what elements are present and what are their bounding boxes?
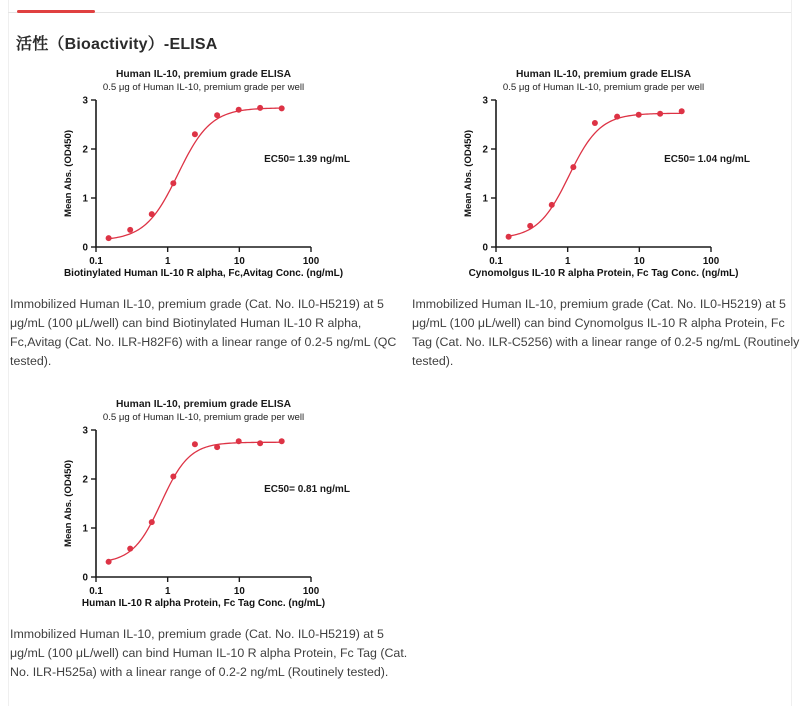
- data-point: [192, 131, 198, 137]
- data-point: [127, 227, 133, 233]
- x-tick-label: 100: [302, 586, 320, 597]
- elisa-curve-chart: [60, 392, 380, 622]
- chart-caption-3: Immobilized Human IL-10, premium grade (Cat. No. IL0-H5219) at 5 μg/mL (100 μL/well) can bind Human IL-10 R alpha Protein, Fc Tag (Cat. No. ILR-H525a) with a linear range of 0.2-2 ng/mL (Routinely tested).: [10, 627, 408, 679]
- x-axis-label: Biotinylated Human IL-10 R alpha, Fc,Avitag Conc. (ng/mL): [63, 268, 344, 279]
- y-tick-label: 0: [82, 572, 88, 584]
- y-tick-label: 3: [82, 425, 88, 437]
- data-point: [257, 440, 263, 446]
- x-tick-label: 0.1: [89, 586, 103, 597]
- ec50-annotation: EC50= 1.04 ng/mL: [664, 154, 750, 165]
- section-heading: 活性（Bioactivity）-ELISA: [16, 36, 218, 53]
- x-tick-label: 10: [233, 586, 245, 597]
- data-point: [192, 441, 198, 447]
- chart-subtitle: 0.5 μg of Human IL-10, premium grade per well: [502, 82, 705, 93]
- data-point: [214, 112, 220, 118]
- y-tick-label: 3: [482, 95, 488, 107]
- y-axis-label: Mean Abs. (OD450): [63, 459, 74, 548]
- x-tick-label: 10: [633, 256, 645, 267]
- data-point: [570, 164, 576, 170]
- data-point: [170, 180, 176, 186]
- axes: [96, 100, 311, 247]
- y-axis-label: Mean Abs. (OD450): [463, 129, 474, 218]
- elisa-curve-chart: [60, 62, 380, 292]
- data-point: [679, 108, 685, 114]
- data-point: [106, 235, 112, 241]
- x-axis-label: Human IL-10 R alpha Protein, Fc Tag Conc. (ng/mL): [81, 598, 326, 609]
- axes: [96, 430, 311, 577]
- data-point: [149, 519, 155, 525]
- y-tick-label: 1: [482, 193, 488, 205]
- chart-biotinylated-human-il10ra: [60, 62, 380, 292]
- data-point: [549, 202, 555, 208]
- fit-curve: [509, 113, 682, 236]
- x-tick-label: 100: [702, 256, 720, 267]
- y-tick-label: 0: [482, 242, 488, 254]
- x-tick-label: 1: [164, 586, 171, 597]
- data-point: [279, 105, 285, 111]
- y-tick-label: 2: [482, 144, 488, 156]
- data-point: [106, 559, 112, 565]
- chart-caption-2: Immobilized Human IL-10, premium grade (Cat. No. IL0-H5219) at 5 μg/mL (100 μL/well) can bind Cynomolgus IL-10 R alpha Protein, Fc Tag (Cat. No. ILR-C5256) with a linear range of 0.2-5 ng/mL (Routinely tested).: [412, 297, 800, 368]
- x-tick-label: 1: [164, 256, 171, 267]
- x-tick-label: 0.1: [489, 256, 503, 267]
- active-tab-underline: [17, 10, 95, 13]
- data-point: [236, 107, 242, 113]
- data-point: [636, 112, 642, 118]
- chart-caption-1: Immobilized Human IL-10, premium grade (Cat. No. IL0-H5219) at 5 μg/mL (100 μL/well) can bind Biotinylated Human IL-10 R alpha, Fc,Avitag (Cat. No. ILR-H82F6) with a linear range of 0.2-5 ng/mL (QC tested).: [10, 297, 397, 368]
- chart-title: Human IL-10, premium grade ELISA: [515, 69, 692, 80]
- data-point: [527, 223, 533, 229]
- y-tick-label: 1: [82, 193, 88, 205]
- x-tick-label: 10: [233, 256, 245, 267]
- content-left-border: [8, 0, 9, 706]
- chart-human-il10ra: [60, 392, 380, 622]
- fit-curve: [109, 442, 282, 560]
- data-point: [170, 474, 176, 480]
- x-tick-label: 0.1: [89, 256, 103, 267]
- chart-title: Human IL-10, premium grade ELISA: [115, 69, 292, 80]
- data-point: [614, 114, 620, 120]
- data-point: [506, 234, 512, 240]
- chart-subtitle: 0.5 μg of Human IL-10, premium grade per well: [102, 82, 305, 93]
- fit-curve: [109, 108, 282, 239]
- y-tick-label: 3: [82, 95, 88, 107]
- data-point: [214, 444, 220, 450]
- data-point: [657, 111, 663, 117]
- data-point: [592, 120, 598, 126]
- y-tick-label: 2: [82, 144, 88, 156]
- x-tick-label: 1: [564, 256, 571, 267]
- y-axis-label: Mean Abs. (OD450): [63, 129, 74, 218]
- chart-title: Human IL-10, premium grade ELISA: [115, 399, 292, 410]
- tab-bar-divider: [8, 12, 791, 13]
- data-point: [127, 546, 133, 552]
- y-tick-label: 1: [82, 523, 88, 535]
- y-tick-label: 0: [82, 242, 88, 254]
- ec50-annotation: EC50= 1.39 ng/mL: [264, 154, 350, 165]
- data-point: [236, 438, 242, 444]
- data-point: [149, 211, 155, 217]
- chart-subtitle: 0.5 μg of Human IL-10, premium grade per well: [102, 412, 305, 423]
- data-point: [279, 438, 285, 444]
- ec50-annotation: EC50= 0.81 ng/mL: [264, 484, 350, 495]
- x-axis-label: Cynomolgus IL-10 R alpha Protein, Fc Tag Conc. (ng/mL): [468, 268, 739, 279]
- x-tick-label: 100: [302, 256, 320, 267]
- elisa-curve-chart: [460, 62, 780, 292]
- y-tick-label: 2: [82, 474, 88, 486]
- data-point: [257, 105, 263, 111]
- chart-cynomolgus-il10ra: [460, 62, 780, 292]
